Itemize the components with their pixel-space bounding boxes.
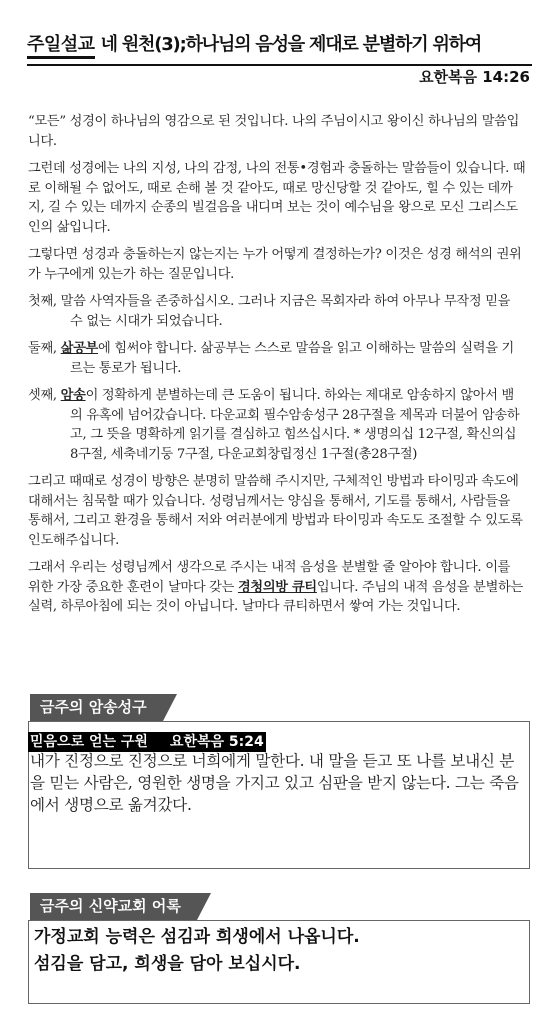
sermon-header (27, 30, 532, 66)
point-first: 첫째, 말씀 사역자들을 존중하십시오. 그러나 지금은 목회자라 하여 아무나 무작정 믿을 수 없는 시대가 되었습니다. (28, 294, 511, 329)
memory-verse-ref: 요한복음 5:24 (169, 734, 264, 750)
memory-verse-banner (28, 732, 266, 752)
point-second-prefix: 둘째, (28, 341, 61, 356)
sermon-title: 네 원천(3);하나님의 음성을 제대로 분별하기 위하여 (100, 34, 482, 55)
church-quote-line: 가정교회 능력은 섬김과 희생에서 나옵니다. (34, 927, 360, 947)
paragraph-conflict: 그런데 성경에는 나의 지성, 나의 감정, 나의 전통•경험과 충돌하는 말씀들이 있습니다. 때로 이해될 수 없어도, 때로 손해 볼 것 같아도, 때로 망신당할 것 같아도, 힐 수 있는 데까지, 길 수 있는 데까지 순종의 빌걸음을 내디며 보는 것이 예수님을 왕으로 모신 그리스도인의 삶입니다. (28, 161, 526, 235)
paragraph-discernment (28, 558, 526, 617)
church-quote-line: 섬김을 담고, 희생을 담아 보십시다. (34, 954, 301, 974)
point-second-text: 에 힘써야 합니다. 삶공부는 스스로 말씀을 읽고 이해하는 말씀의 실력을 기르는 통로가 됩니다. (70, 341, 514, 376)
sermon-label: 주일설교 (27, 34, 95, 59)
discernment-text: 그래서 우리는 성령님께서 생각으로 주시는 내적 음성을 분별할 줄 알아야 합니다. 이를 위한 가장 중요한 훈련이 날마다 갖는 (28, 560, 511, 595)
point-third-prefix: 셋째, (28, 388, 61, 403)
point-third-term: 암송 (60, 388, 86, 403)
memory-verse-title: 믿음으로 얻는 구원 (30, 734, 148, 750)
church-quote-text (34, 924, 524, 978)
memory-verse-tab: 금주의 암송성구 (30, 694, 163, 721)
point-second-term: 삶공부 (60, 341, 98, 356)
memory-verse-text: 내가 진정으로 진정으로 너희에게 말한다. 내 말을 듣고 또 나를 보내신 분을 믿는 사람은, 영원한 생명을 가지고 있고 심판을 받지 않는다. 그는 죽음에서 생명으로 옮겨갔다. (30, 752, 519, 814)
point-third-text: 이 정확하게 분별하는데 큰 도움이 됩니다. 하와는 제대로 암송하지 않아서 뱀의 유혹에 넘어갔습니다. 다운교회 필수암송성구 28구절을 제목과 더불어 암송하고, 그 뜻을 명확하게 읽기를 결심하고 힘쓰십시다. * 생명의십 12구절, 확신의십 8구절, 세축네기둥 7구절, 다운교회창립정신 1구절(총28구절) (70, 388, 520, 462)
discernment-term: 경청의방 큐티 (237, 579, 317, 595)
scripture-reference: 요한복음 14:26 (419, 68, 530, 86)
paragraph-authority: 그렇다면 성경과 충돌하는지 않는지는 누가 어떻게 결정하는가? 이것은 성경 해석의 권위가 누구에게 있는가 하는 질문입니다. (28, 247, 522, 282)
discernment-text-end: 입니다. 주님의 내적 음성을 분별하는 실력, 하루아침에 되는 것이 아닙니다. 날마다 큐티하면서 쌓여 가는 것입니다. (28, 579, 523, 614)
sermon-body (28, 112, 526, 625)
point-second (28, 339, 526, 378)
church-quote-tab: 금주의 신약교회 어록 (30, 893, 197, 920)
paragraph-guidance: 그리고 때때로 성경이 방향은 분명히 말씀해 주시지만, 구체적인 방법과 타이밍과 속도에 대해서는 침묵할 때가 있습니다. 성령님께서는 양심을 통해서, 기도를 통해서, 사람들을 통해서, 그리고 환경을 통해서 저와 여러분에게 방법과 타이밍과 속도도 조절할 수 있도록 인도해주십니다. (28, 474, 523, 548)
point-third (28, 386, 526, 464)
paragraph-inspiration: “모든” 성경이 하나님의 영감으로 된 것입니다. 나의 주님이시고 왕이신 하나님의 말씀입니다. (28, 114, 520, 149)
